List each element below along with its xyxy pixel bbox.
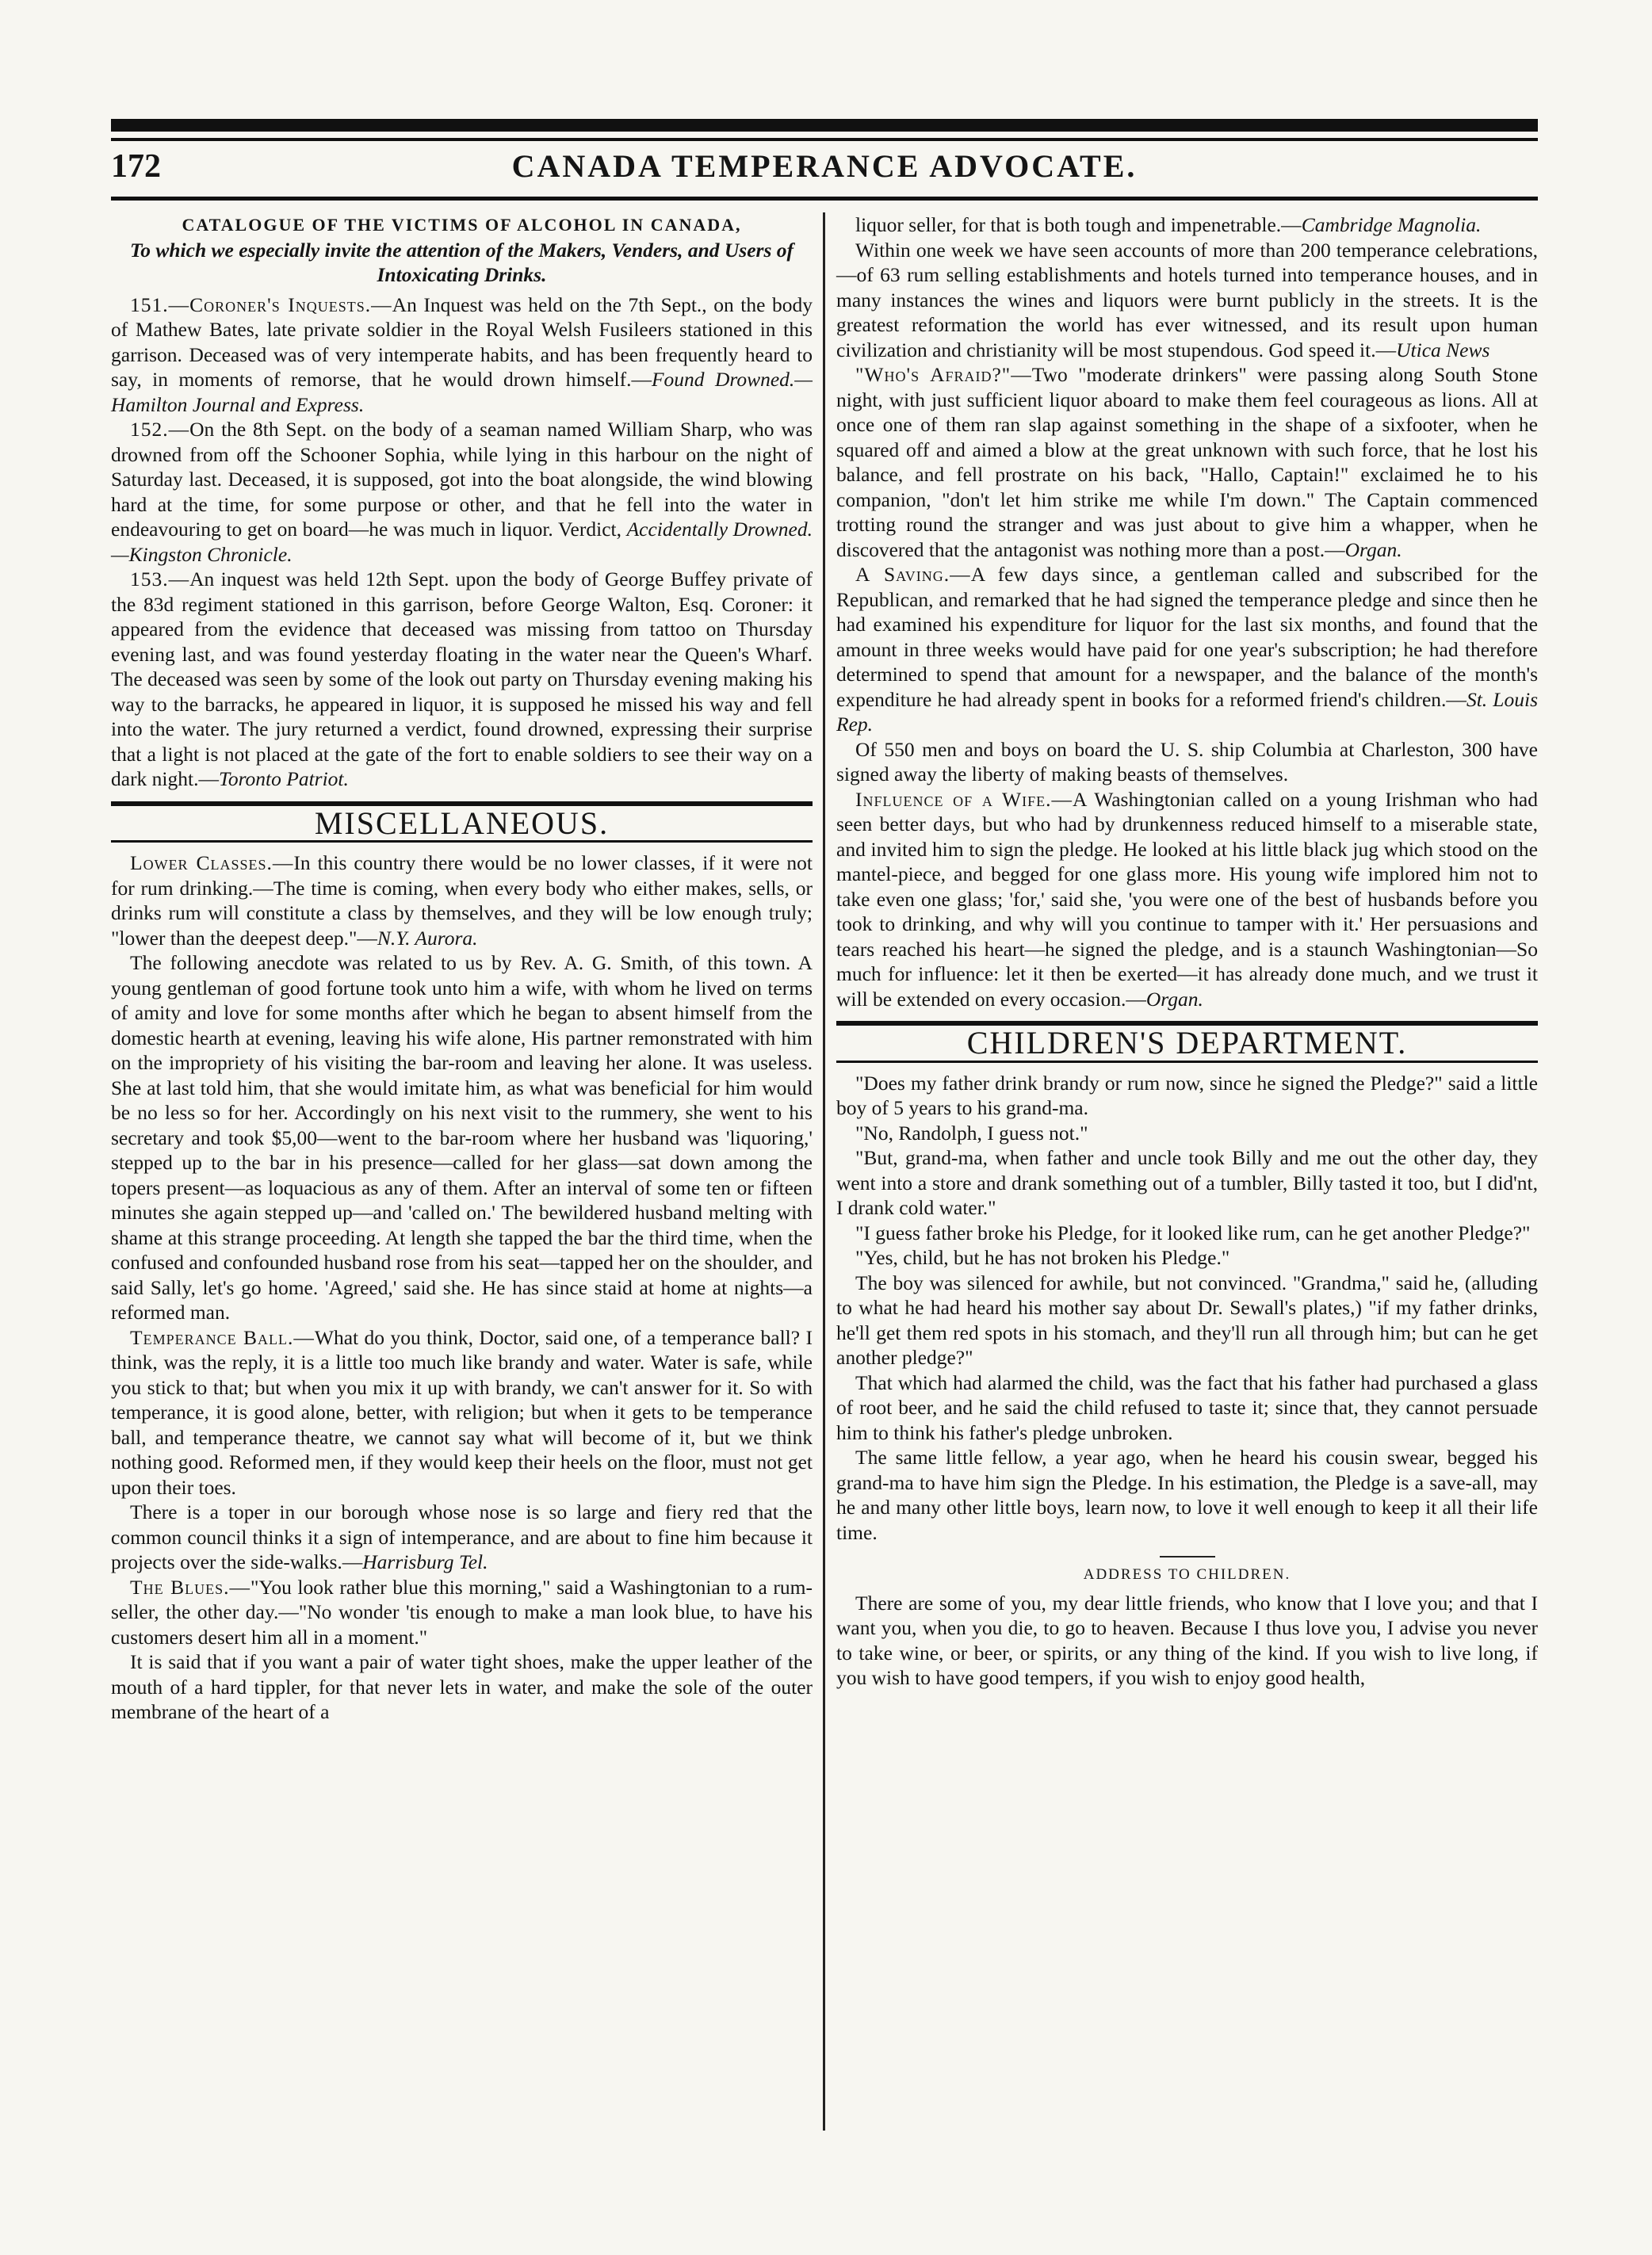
children-paragraph: The boy was silenced for awhile, but not convinced. "Grandma," said he, (alluding to what he had heard his mother say about Dr. Sewall's plates,) "if my father drinks, he'll get them red spots in his stomach, and they'll run all through him; but can he get another pledge?" — [836, 1271, 1538, 1369]
article-text: An Inquest was held on the 7th Sept., on the body of Mathew Bates, late private soldier in the Royal Welsh Fusileers stationed in this garrison. Deceased was of very intemperate habits, and has been frequently heard to say, in moments of remorse, that he would drown himself.— — [111, 292, 813, 391]
article-lead: A Saving.— — [855, 563, 971, 586]
article-citation: Found Drowned.—Hamilton Journal and Express. — [111, 368, 813, 416]
article-text: "You look rather blue this morning," said a Washingtonian to a rum-seller, the other day.—"No wonder 'tis enough to make a man look blue, to have his customers desert him all in a moment." — [111, 1575, 813, 1649]
article-text: What do you think, Doctor, said one, of a temperance ball? I think, was the reply, it is a little too much like brandy and water. Water is safe, while you stick to that; but when you mix it up with brandy, we can't answer for it. So with temperance, it is good alone, better, with religion; but when it gets to be temperance ball, and temperance theatre, we cannot say what will become of it, but we think nothing good. Reformed men, if they would keep their heels on the floor, must not get upon their toes. — [111, 1325, 813, 1499]
article-citation: Accidentally Drowned.—Kingston Chronicle. — [111, 518, 813, 566]
article-paragraph — [111, 850, 813, 950]
top-rule — [111, 119, 1538, 132]
article-paragraph — [836, 362, 1538, 562]
misc-heading: MISCELLANEOUS. — [111, 801, 813, 843]
article-paragraph — [111, 1500, 813, 1575]
article-paragraph — [836, 737, 1538, 787]
article-citation: Utica News — [1396, 338, 1490, 361]
article-lead: The Blues.— — [130, 1575, 251, 1599]
article-text: The following anecdote was related to us by Rev. A. G. Smith, of this town. A young gentleman of good fortune took unto him a wife, with whom he lived on terms of amity and love for some months after which he began to absent himself from the domestic hearth at evening, leaving his wife alone, His partner remonstrated with him on the impropriety of his visiting the bar-room and leaving her alone. It was useless. She at last told him, that she would imitate him, as what was beneficial for him would be no less so for her. Accordingly on his next visit to the rummery, she went to his secretary and took $5,00—went to the bar-room where her husband was 'liquoring,' stepped up to the bar in his presence—called for her glass—sat down among the topers present—as loquacious as any of them. After an interval of some ten or fifteen minutes she again stepped up—and 'called on.' The bewildered husband melting with shame at this strange proceeding. At length she tapped the bar the third time, when the confused and confounded husband rose from his seat—tapped her on the shoulder, and said Sally, let's go home. 'Agreed,' said she. He has since staid at home at nights—a reformed man. — [111, 951, 813, 1324]
article-citation: Toronto Patriot. — [218, 767, 349, 790]
short-rule — [1160, 1556, 1215, 1557]
article-text: liquor seller, for that is both tough and impenetrable.— — [855, 213, 1302, 236]
article-citation: St. Louis Rep. — [836, 687, 1538, 736]
article-paragraph — [111, 292, 813, 418]
article-text: On the 8th Sept. on the body of a seaman named William Sharp, who was drowned from off the Schooner Sophia, while lying in this harbour on the night of Saturday last. Deceased, it is supposed, got into the boat alongside, the wind blowing hard at the time, for some purpose or other, and that he fell into the water in endeavouring to get on board—he was much in liquor. Verdict, — [111, 418, 813, 541]
article-text: Within one week we have seen accounts of more than 200 temperance celebrations,—of 63 rum selling establishments and hotels turned into temperance houses, and in many instances the wines and liquors were burnt publicly in the streets. It is the greatest reformation the world has ever witnessed, and its result upon human civilization and christianity will be most stupendous. God speed it.— — [836, 238, 1538, 361]
children-paragraph: "I guess father broke his Pledge, for it looked like rum, can he get another Pledge?" — [855, 1221, 1531, 1244]
article-paragraph — [111, 1575, 813, 1650]
article-citation: Harrisburg Tel. — [362, 1550, 488, 1573]
catalogue-title: CATALOGUE OF THE VICTIMS OF ALCOHOL IN CANADA, — [182, 215, 742, 235]
right-entries — [836, 212, 1538, 1011]
article-paragraph — [111, 567, 813, 792]
address-text: There are some of you, my dear little friends, who know that I love you; and that I want you, when you die, to go to heaven. Because I thus love you, I advise you never to take wine, or beer, or spirits, or any thing of the kind. If you wish to live long, if you wish to have good tempers, if you wish to enjoy good health, — [836, 1591, 1538, 1689]
children-paragraph: The same little fellow, a year ago, when he heard his cousin swear, begged his grand-ma to have him sign the Pledge. In his estimation, the Pledge is a save-all, may he and many other little boys, learn now, to love it well enough to keep it all their life time. — [836, 1446, 1538, 1544]
header-rule — [111, 197, 1538, 201]
children-entries — [836, 1071, 1538, 1546]
article-paragraph — [111, 417, 813, 567]
page-header — [111, 147, 1538, 195]
article-lead: 152.— — [130, 418, 190, 441]
article-paragraph — [111, 1325, 813, 1500]
article-citation: N.Y. Aurora. — [377, 926, 478, 950]
article-lead: Temperance Ball.— — [130, 1325, 315, 1349]
top-rule-thin — [111, 138, 1538, 141]
article-citation: Cambridge Magnolia. — [1301, 213, 1482, 236]
article-paragraph — [836, 238, 1538, 363]
newspaper-page — [111, 119, 1538, 2148]
article-text: In this country there would be no lower classes, if it were not for rum drinking.—The time is coming, when every body who either makes, sells, or drinks rum will constitute a class by themselves, and they will be low enough truly; "lower than the deepest deep."— — [111, 851, 813, 950]
article-text: It is said that if you want a pair of water tight shoes, make the upper leather of the mouth of a hard tippler, for that never lets in water, and make the sole of the outer membrane of the heart of a — [111, 1650, 813, 1723]
children-paragraph: That which had alarmed the child, was the fact that his father had purchased a glass of root beer, and he said the child refused to taste it; since that, they cannot persuade him to think his father's pledge unbroken. — [836, 1370, 1538, 1444]
article-lead: Influence of a Wife.— — [855, 787, 1073, 811]
children-paragraph: "Yes, child, but he has not broken his Pledge." — [855, 1246, 1230, 1269]
article-text: A few days since, a gentleman called and subscribed for the Republican, and remarked that he had signed the temperance pledge and since then he had examined his expenditure for liquor for the last six months, and found that the amount in three weeks would have paid for one year's subscription; he had therefore determined to spend that amount for a newspaper, and the balance of the month's expenditure he had already spent in books for a reformed friend's children.— — [836, 563, 1538, 711]
catalogue-entries — [111, 292, 813, 792]
right-column — [836, 212, 1538, 1691]
article-paragraph — [111, 1649, 813, 1725]
article-paragraph — [111, 950, 813, 1325]
children-paragraph: "But, grand-ma, when father and uncle took Billy and me out the other day, they went into a store and drank something out of a tumbler, Billy tasted it too, but I did'nt, I drank cold water." — [836, 1146, 1538, 1219]
article-lead: 153.— — [130, 568, 190, 591]
children-paragraph: "Does my father drink brandy or rum now, since he signed the Pledge?" said a little boy of 5 years to his grand-ma. — [836, 1071, 1538, 1119]
article-lead: Lower Classes.— — [130, 851, 294, 874]
page-number: 172 — [111, 148, 161, 185]
article-lead: 151.—Coroner's Inquests.— — [130, 292, 392, 316]
address-title: ADDRESS TO CHILDREN. — [1083, 1566, 1291, 1583]
article-lead: "Who's Afraid?"— — [855, 363, 1032, 386]
article-text: An inquest was held 12th Sept. upon the body of George Buffey private of the 83d regiment stationed in this garrison, before George Walton, Esq. Coroner: it appeared from the evidence that deceased was missing from tattoo on Thursday evening last, and was found yesterday floating in the water near the Queen's Wharf. The deceased was seen by some of the look out party on Thursday evening making his way to the barracks, he appeared in liquor, it is supposed he missed his way and fell into the water. The jury returned a verdict, found drowned, expressing their surprise that a light is not placed at the gate of the fort to enable soldiers to see their way on a dark night.— — [111, 568, 813, 790]
column-divider — [823, 212, 825, 2131]
article-text: A Washingtonian called on a young Irishman who had seen better days, but who had by drunkenness reduced himself to a miserable state, and invited him to sign the pledge. He looked at his little black jug which stood on the mantel-piece, and begged for one glass more. His young wife implored him not to take even one glass; 'for,' said she, 'you were one of the best of husbands before you took to drinking, and why will you continue to tamper with it.' Her persuasions and tears reached his heart—he signed the pledge, and is a staunch Washingtonian—So much for influence: let it then be exerted—it has already done much, and we trust it will be extended on every occasion.— — [836, 787, 1538, 1011]
misc-entries — [111, 850, 813, 1725]
article-text: There is a toper in our borough whose nose is so large and fiery red that the common council thinks it a sign of intemperance, and are about to fine him because it projects over the side-walks.— — [111, 1500, 813, 1573]
article-citation: Organ. — [1145, 987, 1203, 1011]
children-paragraph: "No, Randolph, I guess not." — [855, 1121, 1088, 1145]
children-heading: CHILDREN'S DEPARTMENT. — [836, 1021, 1538, 1063]
article-text: Two "moderate drinkers" were passing along South Stone night, with just sufficient liquor aboard to make them feel courageous as lions. All at once one of them ran slap against something in the shape of a sixfooter, when he squared off and aimed a blow at the great unknown with such force, that he lost his balance, and fell prostrate on his back, "Hallo, Captain!" exclaimed he to his companion, "don't let him strike me while I'm down." The Captain commenced trotting round the stranger and was just about to give him a whapper, when he discovered that the antagonist was nothing more than a post.— — [836, 363, 1538, 561]
article-paragraph — [836, 562, 1538, 737]
masthead-title: CANADA TEMPERANCE ADVOCATE. — [511, 148, 1138, 184]
article-text: Of 550 men and boys on board the U. S. ship Columbia at Charleston, 300 have signed away the liberty of making beasts of themselves. — [836, 737, 1538, 785]
left-column — [111, 212, 813, 1725]
catalogue-subtitle: To which we especially invite the attention of the Makers, Venders, and Users of Intoxicating Drinks. — [129, 238, 794, 286]
article-paragraph — [836, 212, 1538, 238]
article-citation: Organ. — [1344, 537, 1402, 561]
article-paragraph — [836, 787, 1538, 1012]
